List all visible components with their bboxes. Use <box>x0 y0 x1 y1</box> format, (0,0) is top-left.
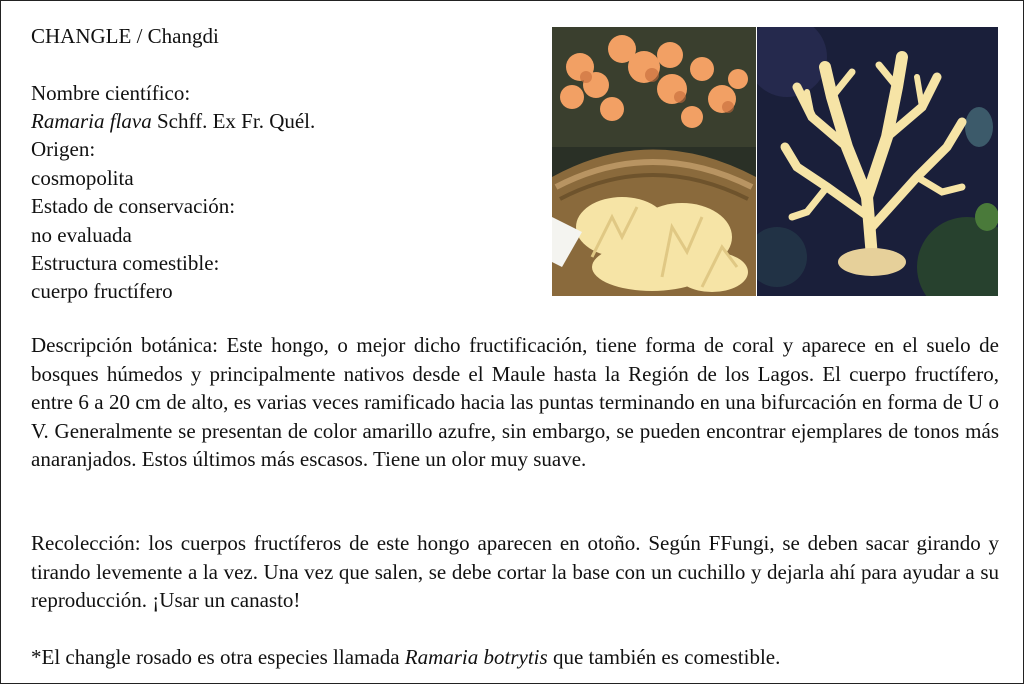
origin-value: cosmopolita <box>31 166 134 190</box>
footnote <box>31 643 780 671</box>
conservation-label: Estado de conservación: <box>31 194 236 218</box>
photo-fungi-basket <box>552 27 756 296</box>
conservation-value: no evaluada <box>31 223 132 247</box>
collection-paragraph <box>31 529 999 615</box>
edible-value: cuerpo fructífero <box>31 279 173 303</box>
footnote-suffix: que también es comestible. <box>547 645 781 669</box>
footnote-species: Ramaria botrytis <box>404 645 548 669</box>
origin-label: Origen: <box>31 137 96 161</box>
footnote-prefix: *El changle rosado es otra especies llamada <box>31 645 405 669</box>
card-title: CHANGLE / Changdi <box>31 24 219 48</box>
scientific-name <box>31 107 315 135</box>
scientific-name-author: Schff. Ex Fr. Quél. <box>151 109 316 133</box>
scientific-name-label: Nombre científico: <box>31 81 191 105</box>
collection-text: los cuerpos fructíferos de este hongo aparecen en otoño. Según FFungi, se deben sacar girando y tirando levemente a la vez. Una vez que salen, se debe cortar la base con un cuchillo y dejarla ahí para ayudar a su reproducción. ¡Usar un canasto! <box>31 531 999 612</box>
description-label: Descripción botánica: <box>31 333 218 357</box>
edible-label: Estructura comestible: <box>31 251 220 275</box>
botanical-description <box>31 331 999 474</box>
description-text: Este hongo, o mejor dicho fructificación, tiene forma de coral y aparece en el suelo de bosques húmedos y principalmente nativos desde el Maule hasta la Región de los Lagos. El cuerpo fructífero, entre 6 a 20 cm de alto, es varias veces ramificado hacia las puntas terminando en una bifurcación en forma de U o V. Generalmente se presentan de color amarillo azufre, sin embargo, se pueden encontrar ejemplares de tonos más anaranjados. Estos últimos más escasos. Tiene un olor muy suave. <box>31 333 1000 471</box>
collection-label: Recolección: <box>31 531 141 555</box>
scientific-name-italic: Ramaria flava <box>31 109 152 133</box>
photo-yellow-coral <box>757 27 998 296</box>
